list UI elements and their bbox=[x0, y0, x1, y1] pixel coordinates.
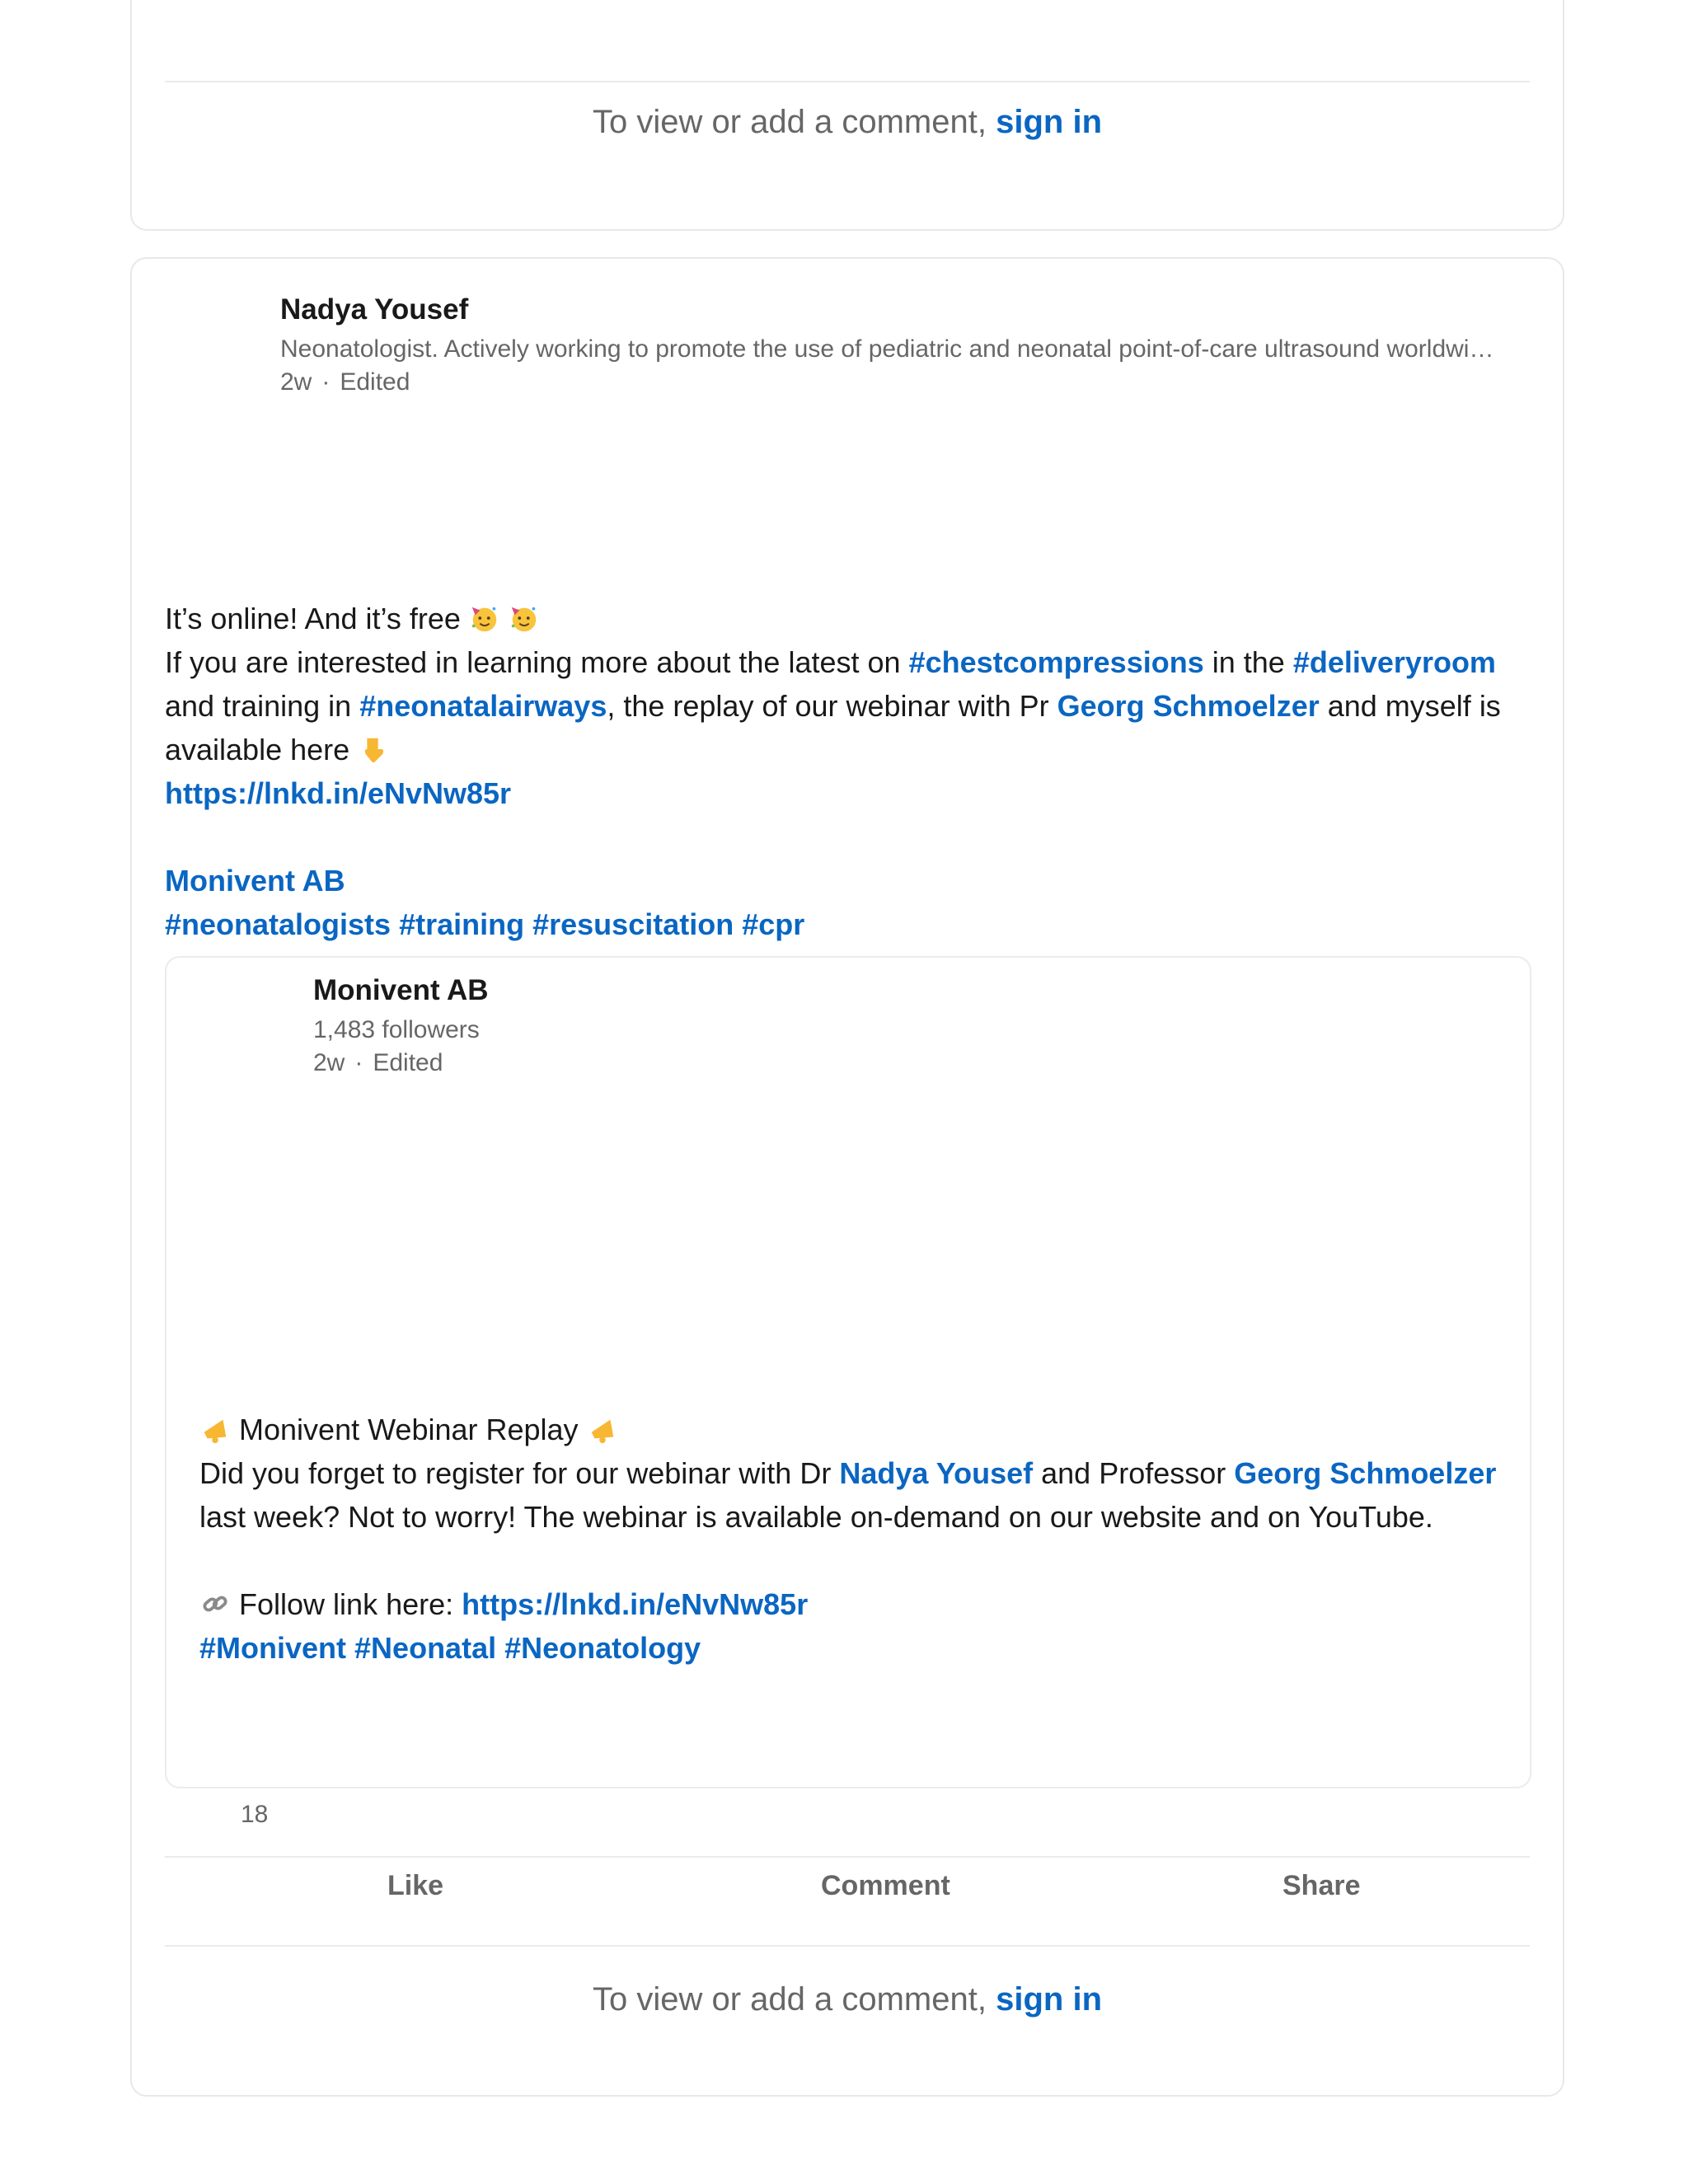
post-author-name[interactable]: Nadya Yousef bbox=[280, 293, 469, 326]
reshared-author-name[interactable]: Monivent AB bbox=[313, 974, 489, 1006]
hashtag-link[interactable]: #Neonatology bbox=[504, 1631, 701, 1665]
reshared-hashtag-list bbox=[199, 1626, 1502, 1670]
sign-in-link[interactable]: sign in bbox=[996, 1981, 1102, 2018]
hashtag-link[interactable]: #neonatalairways bbox=[359, 689, 607, 723]
reshared-edited-label: Edited bbox=[373, 1049, 443, 1076]
reshared-follow-line: Follow link here: https://lnkd.in/eNvNw85r bbox=[199, 1582, 1502, 1626]
post-author-headline: Neonatologist. Actively working to promote the use of pediatric and neonatal point-of-care ultrasound worldwi… bbox=[280, 335, 1494, 363]
hashtag-link[interactable]: #neonatalogists bbox=[165, 907, 392, 941]
mention-link[interactable]: Monivent AB bbox=[165, 864, 345, 898]
megaphone-icon bbox=[587, 1413, 618, 1445]
reshared-url-link[interactable]: https://lnkd.in/eNvNw85r bbox=[462, 1587, 809, 1621]
reshared-paragraph: Did you forget to register for our webinar with Dr Nadya Yousef and Professor Georg Schmoelzer last week? Not to worry! The webinar is available on-demand on our website and on YouTube. bbox=[199, 1456, 1497, 1534]
hashtag-list bbox=[165, 902, 1533, 946]
reaction-count[interactable]: 18 bbox=[241, 1801, 269, 1828]
separator-dot: · bbox=[321, 368, 331, 396]
hashtag-link[interactable]: #cpr bbox=[742, 907, 805, 941]
hashtag-link[interactable]: #chestcompressions bbox=[908, 645, 1204, 679]
post-commentary bbox=[165, 597, 1533, 946]
mention-link[interactable]: Nadya Yousef bbox=[839, 1456, 1034, 1490]
reshared-time: 2w bbox=[313, 1049, 345, 1076]
post-url-link[interactable]: https://lnkd.in/eNvNw85r bbox=[165, 776, 512, 810]
pointing-down-icon bbox=[358, 733, 389, 765]
reshared-commentary bbox=[199, 1408, 1502, 1670]
post-edited-label: Edited bbox=[340, 368, 410, 396]
reshared-post[interactable] bbox=[165, 956, 1531, 1788]
divider bbox=[165, 1856, 1530, 1858]
post-card bbox=[130, 257, 1564, 2097]
hashtag-link[interactable]: #Monivent bbox=[199, 1631, 347, 1665]
divider bbox=[165, 81, 1530, 82]
sign-in-link[interactable]: sign in bbox=[996, 104, 1102, 140]
like-button[interactable]: Like bbox=[387, 1870, 444, 1901]
divider bbox=[165, 1945, 1530, 1947]
comment-prompt: To view or add a comment, sign in bbox=[592, 1981, 1102, 2018]
reshared-timestamp bbox=[313, 1047, 443, 1080]
hashtag-link[interactable]: #resuscitation bbox=[532, 907, 734, 941]
hashtag-link[interactable]: #training bbox=[399, 907, 525, 941]
mention-link[interactable]: Georg Schmoelzer bbox=[1057, 689, 1320, 723]
post-timestamp bbox=[280, 366, 410, 399]
comment-button[interactable]: Comment bbox=[821, 1870, 950, 1901]
reshared-title: Monivent Webinar Replay bbox=[199, 1408, 1502, 1451]
comment-prompt: To view or add a comment, sign in bbox=[592, 104, 1102, 140]
share-button[interactable]: Share bbox=[1282, 1870, 1361, 1901]
commentary-paragraph: If you are interested in learning more about the latest on #chestcompressions in the #deliveryroom and training in #neonatalairways, the replay of our webinar with Pr Georg Schmoelzer and myself is available here bbox=[165, 645, 1501, 766]
hashtag-link[interactable]: #deliveryroom bbox=[1292, 645, 1496, 679]
separator-dot: · bbox=[354, 1049, 363, 1076]
link-icon bbox=[199, 1588, 231, 1619]
partying-face-icon bbox=[509, 602, 540, 634]
reshared-followers: 1,483 followers bbox=[313, 1016, 480, 1043]
previous-post-card bbox=[130, 0, 1564, 231]
hashtag-link[interactable]: #Neonatal bbox=[354, 1631, 497, 1665]
partying-face-icon bbox=[469, 602, 500, 634]
post-time: 2w bbox=[280, 368, 312, 396]
commentary-line-1: It’s online! And it’s free bbox=[165, 597, 1533, 640]
megaphone-icon bbox=[199, 1413, 231, 1445]
mention-link[interactable]: Georg Schmoelzer bbox=[1234, 1456, 1497, 1490]
